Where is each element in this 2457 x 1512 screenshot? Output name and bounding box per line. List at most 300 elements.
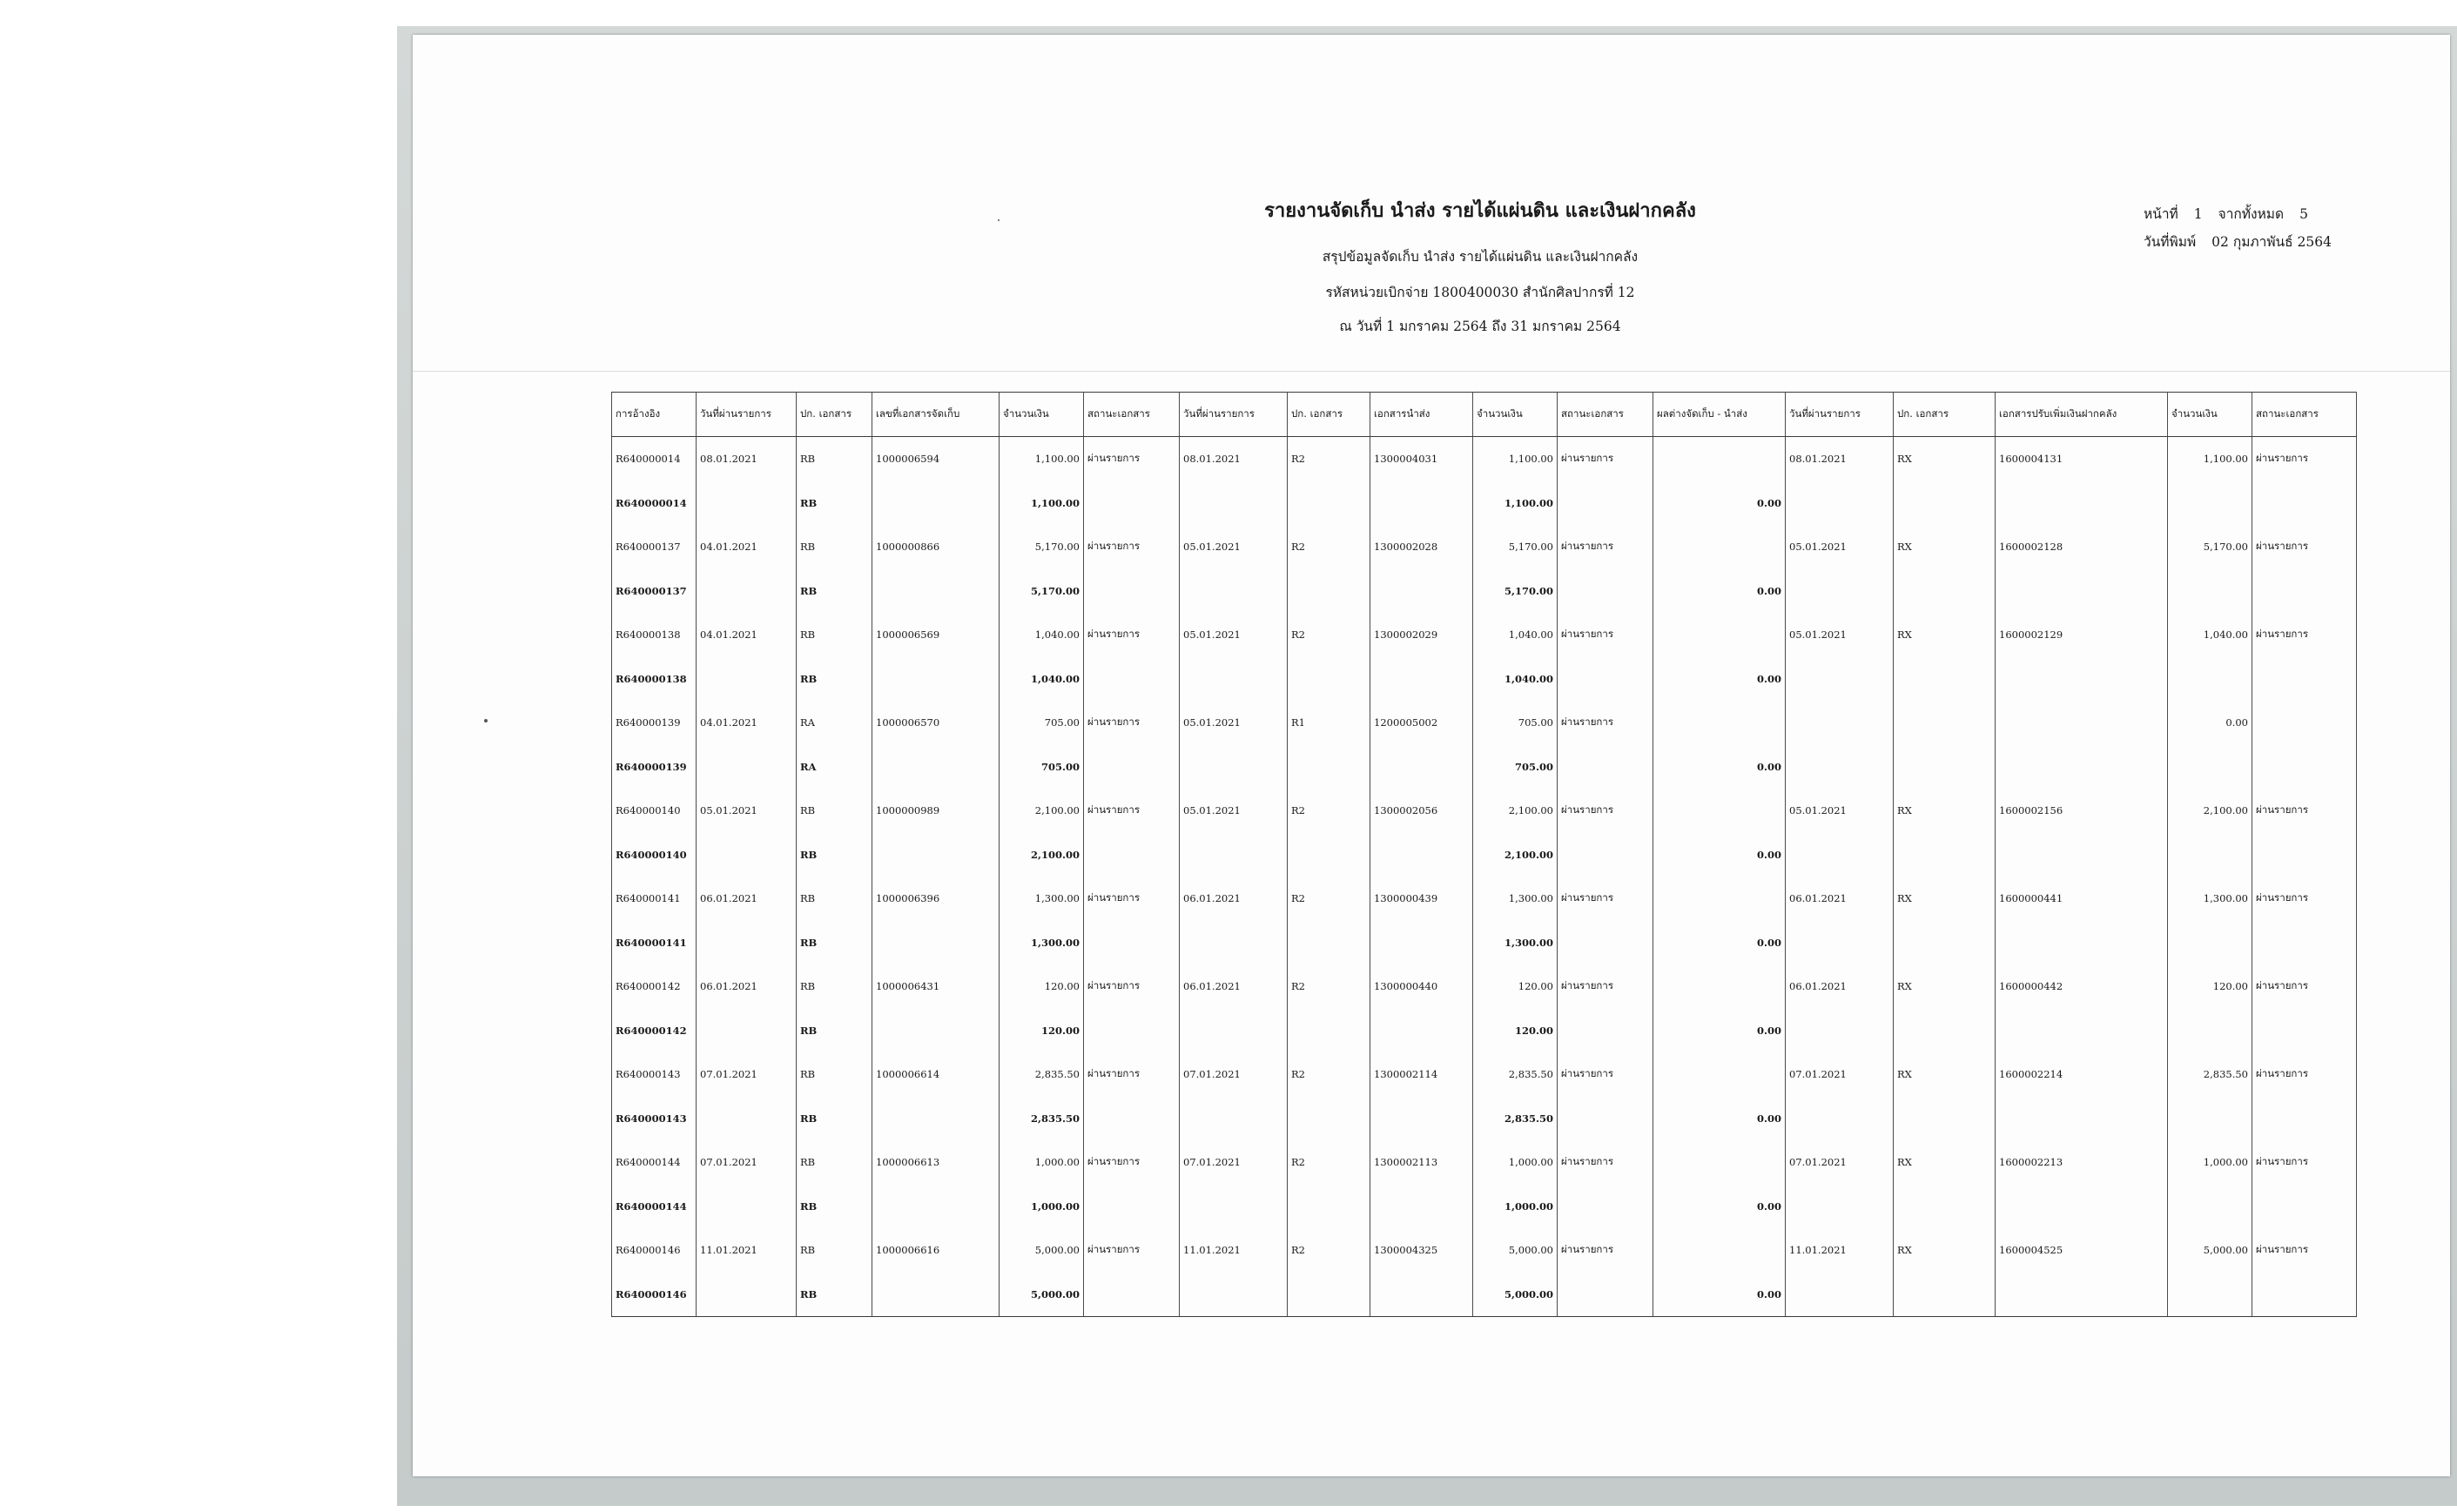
deposit-doc-type-cell <box>1894 1185 1996 1229</box>
remit-status-cell: ผ่านรายการ <box>1558 964 1653 1009</box>
difference-cell: 0.00 <box>1653 657 1786 702</box>
post-date-cell: 08.01.2021 <box>697 437 797 481</box>
deposit-date-cell <box>1786 745 1894 790</box>
deposit-date-cell <box>1786 921 1894 965</box>
deposit-amount-cell: 5,170.00 <box>2168 525 2252 569</box>
reference-cell: R640000146 <box>612 1228 697 1273</box>
doc-type-cell: RB <box>797 569 872 614</box>
remit-status-cell <box>1558 481 1653 526</box>
remit-status-cell <box>1558 833 1653 877</box>
difference-cell <box>1653 1228 1786 1273</box>
amount-cell: 705.00 <box>1000 745 1084 790</box>
doc-status-cell <box>1084 1273 1180 1317</box>
remit-date-cell <box>1180 833 1288 877</box>
deposit-date-cell <box>1786 701 1894 745</box>
difference-cell: 0.00 <box>1653 1185 1786 1229</box>
collect-doc-no-cell: 1000006616 <box>872 1228 1000 1273</box>
header-amount-3: จำนวนเงิน <box>2168 393 2252 437</box>
remit-status-cell <box>1558 745 1653 790</box>
doc-type-cell: RB <box>797 1185 872 1229</box>
amount-cell: 1,300.00 <box>1000 877 1084 921</box>
deposit-date-cell <box>1786 1009 1894 1053</box>
post-date-cell <box>697 1185 797 1229</box>
deposit-status-cell <box>2252 1097 2357 1141</box>
post-date-cell: 11.01.2021 <box>697 1228 797 1273</box>
deposit-amount-cell: 0.00 <box>2168 701 2252 745</box>
deposit-status-cell: ผ่านรายการ <box>2252 964 2357 1009</box>
remit-doc-cell: 1300002029 <box>1370 613 1473 657</box>
remit-doc-cell: 1300000439 <box>1370 877 1473 921</box>
remit-doc-cell: 1300002028 <box>1370 525 1473 569</box>
difference-cell <box>1653 1052 1786 1097</box>
deposit-doc-type-cell <box>1894 569 1996 614</box>
deposit-doc-cell: 1600004525 <box>1996 1228 2168 1273</box>
header-doc-type-3: ปก. เอกสาร <box>1894 393 1996 437</box>
deposit-doc-cell <box>1996 1185 2168 1229</box>
remit-date-cell: 05.01.2021 <box>1180 525 1288 569</box>
remit-date-cell: 05.01.2021 <box>1180 701 1288 745</box>
deposit-doc-type-cell <box>1894 1009 1996 1053</box>
doc-status-cell: ผ่านรายการ <box>1084 1228 1180 1273</box>
doc-status-cell: ผ่านรายการ <box>1084 964 1180 1009</box>
reference-cell: R640000139 <box>612 745 697 790</box>
remit-amount-cell: 5,170.00 <box>1473 569 1558 614</box>
remit-date-cell <box>1180 1273 1288 1317</box>
scan-speck <box>998 219 1000 221</box>
doc-status-cell <box>1084 921 1180 965</box>
deposit-status-cell: ผ่านรายการ <box>2252 613 2357 657</box>
post-date-cell <box>697 569 797 614</box>
deposit-status-cell <box>2252 1009 2357 1053</box>
deposit-status-cell <box>2252 657 2357 702</box>
print-date-label: วันที่พิมพ์ <box>2144 234 2197 250</box>
deposit-doc-type-cell: RX <box>1894 613 1996 657</box>
difference-cell <box>1653 437 1786 481</box>
collect-doc-no-cell <box>872 1097 1000 1141</box>
remit-doc-type-cell: R2 <box>1288 1140 1370 1185</box>
deposit-doc-cell: 1600002129 <box>1996 613 2168 657</box>
remit-amount-cell: 1,300.00 <box>1473 921 1558 965</box>
unit-code-line: รหัสหน่วยเบิกจ่าย 1800400030 สำนักศิลปากรที่ 12 <box>1325 285 1635 300</box>
deposit-amount-cell: 2,100.00 <box>2168 789 2252 833</box>
deposit-amount-cell: 5,000.00 <box>2168 1228 2252 1273</box>
deposit-status-cell: ผ่านรายการ <box>2252 437 2357 481</box>
page-label: หน้าที่ <box>2144 206 2178 222</box>
doc-status-cell: ผ่านรายการ <box>1084 437 1180 481</box>
reference-cell: R640000014 <box>612 437 697 481</box>
remit-doc-cell: 1300002114 <box>1370 1052 1473 1097</box>
doc-type-cell: RB <box>797 657 872 702</box>
difference-cell <box>1653 877 1786 921</box>
post-date-cell: 04.01.2021 <box>697 701 797 745</box>
table-row <box>612 1052 2357 1097</box>
deposit-doc-type-cell <box>1894 745 1996 790</box>
header-deposit-doc: เอกสารปรับเพิ่มเงินฝากคลัง <box>1996 393 2168 437</box>
header-post-date-2: วันที่ผ่านรายการ <box>1180 393 1288 437</box>
difference-cell <box>1653 613 1786 657</box>
doc-status-cell: ผ่านรายการ <box>1084 525 1180 569</box>
remit-date-cell <box>1180 921 1288 965</box>
deposit-doc-cell: 1600000442 <box>1996 964 2168 1009</box>
deposit-date-cell <box>1786 1097 1894 1141</box>
deposit-doc-cell <box>1996 569 2168 614</box>
deposit-amount-cell: 1,300.00 <box>2168 877 2252 921</box>
remit-doc-type-cell <box>1288 745 1370 790</box>
remit-amount-cell: 2,835.50 <box>1473 1052 1558 1097</box>
deposit-doc-cell <box>1996 833 2168 877</box>
header-reference: การอ้างอิง <box>612 393 697 437</box>
reference-cell: R640000138 <box>612 613 697 657</box>
table-row <box>612 789 2357 833</box>
deposit-doc-type-cell <box>1894 481 1996 526</box>
table-row <box>612 525 2357 569</box>
header-post-date: วันที่ผ่านรายการ <box>697 393 797 437</box>
reference-cell: R640000138 <box>612 657 697 702</box>
remit-doc-type-cell <box>1288 1097 1370 1141</box>
amount-cell: 120.00 <box>1000 964 1084 1009</box>
doc-type-cell: RB <box>797 1052 872 1097</box>
report-subtitle: สรุปข้อมูลจัดเก็บ นำส่ง รายได้แผ่นดิน และเงินฝากคลัง <box>1322 249 1639 265</box>
doc-type-cell: RB <box>797 525 872 569</box>
collect-doc-no-cell: 1000006614 <box>872 1052 1000 1097</box>
deposit-date-cell: 08.01.2021 <box>1786 437 1894 481</box>
deposit-date-cell <box>1786 1273 1894 1317</box>
amount-cell: 1,100.00 <box>1000 437 1084 481</box>
reference-cell: R640000141 <box>612 877 697 921</box>
reference-cell: R640000142 <box>612 964 697 1009</box>
collect-doc-no-cell: 1000000866 <box>872 525 1000 569</box>
deposit-status-cell: ผ่านรายการ <box>2252 1228 2357 1273</box>
remit-doc-cell <box>1370 1097 1473 1141</box>
table-row <box>612 877 2357 921</box>
deposit-status-cell <box>2252 745 2357 790</box>
subtotal-row <box>612 657 2357 702</box>
deposit-doc-type-cell: RX <box>1894 525 1996 569</box>
post-date-cell <box>697 1273 797 1317</box>
remit-doc-cell: 1300000440 <box>1370 964 1473 1009</box>
remit-amount-cell: 5,170.00 <box>1473 525 1558 569</box>
reference-cell: R640000140 <box>612 833 697 877</box>
scan-speck <box>484 719 488 722</box>
remit-amount-cell: 1,100.00 <box>1473 481 1558 526</box>
reference-cell: R640000139 <box>612 701 697 745</box>
remit-doc-type-cell <box>1288 657 1370 702</box>
subtotal-row <box>612 1097 2357 1141</box>
post-date-cell <box>697 657 797 702</box>
report-table <box>611 392 2357 1317</box>
deposit-date-cell: 05.01.2021 <box>1786 613 1894 657</box>
remit-date-cell: 06.01.2021 <box>1180 964 1288 1009</box>
remit-doc-cell <box>1370 921 1473 965</box>
amount-cell: 2,835.50 <box>1000 1097 1084 1141</box>
page-meta <box>2144 200 2332 256</box>
remit-doc-cell <box>1370 657 1473 702</box>
collect-doc-no-cell <box>872 569 1000 614</box>
remit-date-cell <box>1180 657 1288 702</box>
doc-type-cell: RB <box>797 921 872 965</box>
deposit-amount-cell <box>2168 745 2252 790</box>
remit-date-cell: 08.01.2021 <box>1180 437 1288 481</box>
deposit-doc-cell: 1600004131 <box>1996 437 2168 481</box>
doc-status-cell: ผ่านรายการ <box>1084 877 1180 921</box>
amount-cell: 5,000.00 <box>1000 1228 1084 1273</box>
amount-cell: 5,170.00 <box>1000 569 1084 614</box>
post-date-cell: 05.01.2021 <box>697 789 797 833</box>
remit-doc-cell <box>1370 745 1473 790</box>
remit-date-cell: 07.01.2021 <box>1180 1052 1288 1097</box>
header-amount-2: จำนวนเงิน <box>1473 393 1558 437</box>
deposit-doc-type-cell <box>1894 701 1996 745</box>
deposit-amount-cell: 1,000.00 <box>2168 1140 2252 1185</box>
remit-date-cell: 06.01.2021 <box>1180 877 1288 921</box>
remit-amount-cell: 5,000.00 <box>1473 1228 1558 1273</box>
deposit-doc-cell: 1600002156 <box>1996 789 2168 833</box>
remit-date-cell <box>1180 1009 1288 1053</box>
page-number: 1 <box>2193 206 2203 222</box>
reference-cell: R640000140 <box>612 789 697 833</box>
collect-doc-no-cell <box>872 481 1000 526</box>
doc-status-cell: ผ่านรายการ <box>1084 1052 1180 1097</box>
reference-cell: R640000144 <box>612 1185 697 1229</box>
table-header-row <box>612 393 2357 437</box>
reference-cell: R640000137 <box>612 569 697 614</box>
reference-cell: R640000146 <box>612 1273 697 1317</box>
remit-status-cell <box>1558 1185 1653 1229</box>
remit-doc-cell: 1200005002 <box>1370 701 1473 745</box>
deposit-status-cell <box>2252 481 2357 526</box>
subtotal-row <box>612 1009 2357 1053</box>
collect-doc-no-cell <box>872 1009 1000 1053</box>
doc-type-cell: RB <box>797 1097 872 1141</box>
remit-date-cell: 11.01.2021 <box>1180 1228 1288 1273</box>
post-date-cell: 04.01.2021 <box>697 613 797 657</box>
remit-doc-type-cell <box>1288 1185 1370 1229</box>
remit-status-cell: ผ่านรายการ <box>1558 437 1653 481</box>
difference-cell <box>1653 701 1786 745</box>
post-date-cell <box>697 481 797 526</box>
header-doc-type: ปก. เอกสาร <box>797 393 872 437</box>
total-label: จากทั้งหมด <box>2218 206 2285 222</box>
remit-status-cell <box>1558 1273 1653 1317</box>
remit-date-cell: 05.01.2021 <box>1180 789 1288 833</box>
remit-doc-cell: 1300002056 <box>1370 789 1473 833</box>
deposit-status-cell: ผ่านรายการ <box>2252 525 2357 569</box>
deposit-doc-type-cell: RX <box>1894 877 1996 921</box>
deposit-amount-cell <box>2168 1185 2252 1229</box>
header-doc-status: สถานะเอกสาร <box>1084 393 1180 437</box>
deposit-doc-type-cell: RX <box>1894 789 1996 833</box>
doc-type-cell: RB <box>797 789 872 833</box>
header-doc-status-3: สถานะเอกสาร <box>2252 393 2357 437</box>
deposit-date-cell <box>1786 833 1894 877</box>
header-amount: จำนวนเงิน <box>1000 393 1084 437</box>
remit-doc-cell: 1300004031 <box>1370 437 1473 481</box>
deposit-doc-cell: 1600000441 <box>1996 877 2168 921</box>
doc-type-cell: RB <box>797 1273 872 1317</box>
deposit-amount-cell <box>2168 833 2252 877</box>
deposit-date-cell: 07.01.2021 <box>1786 1052 1894 1097</box>
doc-status-cell: ผ่านรายการ <box>1084 613 1180 657</box>
collect-doc-no-cell: 1000006569 <box>872 613 1000 657</box>
deposit-amount-cell <box>2168 481 2252 526</box>
difference-cell <box>1653 525 1786 569</box>
remit-doc-type-cell: R1 <box>1288 701 1370 745</box>
remit-date-cell <box>1180 481 1288 526</box>
remit-doc-type-cell: R2 <box>1288 525 1370 569</box>
deposit-doc-type-cell <box>1894 657 1996 702</box>
remit-doc-cell <box>1370 481 1473 526</box>
post-date-cell: 04.01.2021 <box>697 525 797 569</box>
remit-amount-cell: 120.00 <box>1473 1009 1558 1053</box>
date-range-line: ณ วันที่ 1 มกราคม 2564 ถึง 31 มกราคม 2564 <box>1339 319 1621 334</box>
difference-cell <box>1653 1140 1786 1185</box>
deposit-doc-type-cell <box>1894 1097 1996 1141</box>
doc-type-cell: RB <box>797 1009 872 1053</box>
collect-doc-no-cell <box>872 1273 1000 1317</box>
remit-status-cell: ผ่านรายการ <box>1558 613 1653 657</box>
deposit-amount-cell <box>2168 1009 2252 1053</box>
remit-amount-cell: 5,000.00 <box>1473 1273 1558 1317</box>
post-date-cell <box>697 833 797 877</box>
doc-type-cell: RB <box>797 877 872 921</box>
deposit-amount-cell <box>2168 1273 2252 1317</box>
collect-doc-no-cell: 1000000989 <box>872 789 1000 833</box>
reference-cell: R640000142 <box>612 1009 697 1053</box>
subtotal-row <box>612 1273 2357 1317</box>
deposit-amount-cell <box>2168 1097 2252 1141</box>
deposit-doc-cell: 1600002128 <box>1996 525 2168 569</box>
table-body <box>612 437 2357 1317</box>
difference-cell <box>1653 964 1786 1009</box>
remit-doc-type-cell: R2 <box>1288 437 1370 481</box>
subtotal-row <box>612 1185 2357 1229</box>
remit-status-cell <box>1558 657 1653 702</box>
remit-doc-type-cell: R2 <box>1288 1052 1370 1097</box>
collect-doc-no-cell: 1000006431 <box>872 964 1000 1009</box>
remit-status-cell <box>1558 1097 1653 1141</box>
scan-fold-line <box>413 371 2450 372</box>
deposit-doc-cell <box>1996 481 2168 526</box>
header-collect-doc-no: เลขที่เอกสารจัดเก็บ <box>872 393 1000 437</box>
remit-doc-type-cell: R2 <box>1288 964 1370 1009</box>
amount-cell: 2,100.00 <box>1000 833 1084 877</box>
remit-status-cell: ผ่านรายการ <box>1558 789 1653 833</box>
doc-type-cell: RB <box>797 833 872 877</box>
post-date-cell: 07.01.2021 <box>697 1052 797 1097</box>
deposit-doc-type-cell: RX <box>1894 1228 1996 1273</box>
deposit-date-cell <box>1786 657 1894 702</box>
amount-cell: 1,040.00 <box>1000 657 1084 702</box>
deposit-status-cell: ผ่านรายการ <box>2252 1140 2357 1185</box>
difference-cell <box>1653 789 1786 833</box>
print-date-row <box>2144 228 2332 256</box>
doc-type-cell: RB <box>797 1228 872 1273</box>
deposit-status-cell: ผ่านรายการ <box>2252 1052 2357 1097</box>
collect-doc-no-cell <box>872 745 1000 790</box>
remit-doc-cell: 1300002113 <box>1370 1140 1473 1185</box>
remit-amount-cell: 1,300.00 <box>1473 877 1558 921</box>
doc-type-cell: RB <box>797 481 872 526</box>
report-title: รายงานจัดเก็บ นำส่ง รายได้แผ่นดิน และเงินฝากคลัง <box>1264 199 1696 222</box>
amount-cell: 1,040.00 <box>1000 613 1084 657</box>
remit-doc-type-cell: R2 <box>1288 613 1370 657</box>
deposit-doc-cell: 1600002214 <box>1996 1052 2168 1097</box>
deposit-doc-type-cell: RX <box>1894 964 1996 1009</box>
doc-type-cell: RB <box>797 964 872 1009</box>
reference-cell: R640000141 <box>612 921 697 965</box>
reference-cell: R640000137 <box>612 525 697 569</box>
deposit-doc-type-cell: RX <box>1894 1052 1996 1097</box>
subtotal-row <box>612 745 2357 790</box>
difference-cell: 0.00 <box>1653 569 1786 614</box>
post-date-cell <box>697 1097 797 1141</box>
post-date-cell <box>697 921 797 965</box>
deposit-amount-cell: 120.00 <box>2168 964 2252 1009</box>
remit-status-cell: ผ่านรายการ <box>1558 877 1653 921</box>
reference-cell: R640000143 <box>612 1052 697 1097</box>
remit-date-cell <box>1180 1097 1288 1141</box>
table-row <box>612 1140 2357 1185</box>
deposit-status-cell <box>2252 1273 2357 1317</box>
deposit-status-cell <box>2252 1185 2357 1229</box>
remit-amount-cell: 1,000.00 <box>1473 1140 1558 1185</box>
remit-doc-type-cell <box>1288 1009 1370 1053</box>
deposit-doc-type-cell: RX <box>1894 437 1996 481</box>
remit-amount-cell: 120.00 <box>1473 964 1558 1009</box>
collect-doc-no-cell <box>872 921 1000 965</box>
table-row <box>612 701 2357 745</box>
deposit-date-cell: 06.01.2021 <box>1786 964 1894 1009</box>
remit-date-cell: 07.01.2021 <box>1180 1140 1288 1185</box>
remit-amount-cell: 1,000.00 <box>1473 1185 1558 1229</box>
doc-status-cell <box>1084 745 1180 790</box>
doc-status-cell <box>1084 481 1180 526</box>
deposit-doc-type-cell: RX <box>1894 1140 1996 1185</box>
deposit-doc-cell <box>1996 657 2168 702</box>
difference-cell: 0.00 <box>1653 745 1786 790</box>
deposit-date-cell <box>1786 1185 1894 1229</box>
remit-doc-cell <box>1370 1273 1473 1317</box>
deposit-date-cell <box>1786 569 1894 614</box>
subtotal-row <box>612 833 2357 877</box>
deposit-amount-cell <box>2168 657 2252 702</box>
remit-status-cell: ผ่านรายการ <box>1558 701 1653 745</box>
collect-doc-no-cell: 1000006396 <box>872 877 1000 921</box>
deposit-status-cell <box>2252 921 2357 965</box>
remit-doc-type-cell <box>1288 921 1370 965</box>
deposit-status-cell <box>2252 701 2357 745</box>
amount-cell: 2,100.00 <box>1000 789 1084 833</box>
difference-cell: 0.00 <box>1653 1009 1786 1053</box>
difference-cell: 0.00 <box>1653 833 1786 877</box>
doc-status-cell: ผ่านรายการ <box>1084 789 1180 833</box>
amount-cell: 1,300.00 <box>1000 921 1084 965</box>
doc-status-cell <box>1084 1185 1180 1229</box>
deposit-doc-cell <box>1996 1009 2168 1053</box>
amount-cell: 1,100.00 <box>1000 481 1084 526</box>
header-doc-status-2: สถานะเอกสาร <box>1558 393 1653 437</box>
amount-cell: 120.00 <box>1000 1009 1084 1053</box>
amount-cell: 705.00 <box>1000 701 1084 745</box>
difference-cell: 0.00 <box>1653 1097 1786 1141</box>
doc-type-cell: RB <box>797 1140 872 1185</box>
doc-status-cell <box>1084 1009 1180 1053</box>
remit-doc-cell <box>1370 1009 1473 1053</box>
remit-doc-type-cell <box>1288 1273 1370 1317</box>
difference-cell: 0.00 <box>1653 1273 1786 1317</box>
subtotal-row <box>612 569 2357 614</box>
remit-doc-cell <box>1370 569 1473 614</box>
